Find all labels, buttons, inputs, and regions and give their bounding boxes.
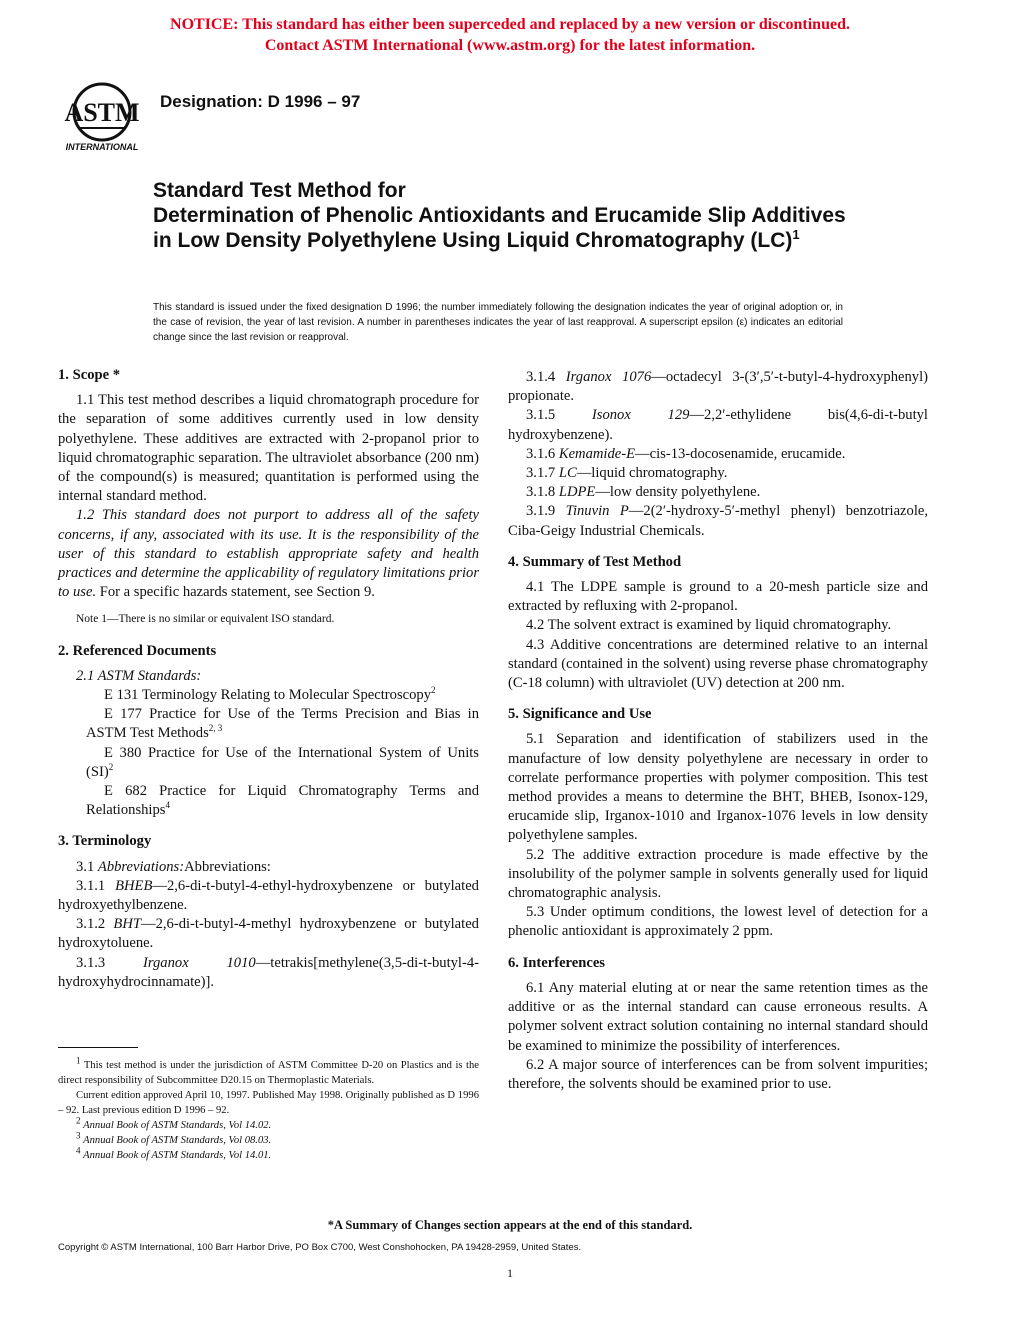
term-3-1-2 (58, 915, 479, 953)
designation: Designation: D 1996 – 97 (160, 92, 361, 111)
scope-1-2-italic: 1.2 This standard does not purport to address all of the safety concerns, if any, associated with its use. It is the responsibility of the user of this standard to establish appropriate safety and health practices and determine the applicability of regulatory limitations prior to use. (58, 507, 479, 601)
ref-e380 (58, 744, 479, 782)
term-name: Kemamide-E (558, 445, 636, 462)
svg-text:INTERNATIONAL: INTERNATIONAL (65, 142, 139, 152)
footnote-1b: Current edition approved April 10, 1997. Published May 1998. Originally published as D 1996 – 92. Last previous edition D 1996 – 92. (58, 1090, 479, 1116)
term-name: Abbreviations: (97, 858, 185, 875)
footnote-4 (58, 1145, 479, 1163)
term-name: Irganox 1010 (143, 954, 256, 971)
term-name: LC (558, 465, 577, 482)
title-line-1: Standard Test Method for (153, 179, 406, 202)
note-1: Note 1—There is no similar or equivalent ISO standard. (76, 613, 335, 626)
footnote-4-text: Annual Book of ASTM Standards, Vol 14.01. (83, 1150, 272, 1161)
copyright-line: Copyright © ASTM International, 100 Barr Harbor Drive, PO Box C700, West Conshohocken, PA 19428-2959, United States. (58, 1242, 582, 1253)
section-terminology-heading: 3. Terminology (58, 833, 152, 850)
issuance-statement: This standard is issued under the fixed designation D 1996; the number immediately following the designation indicates the year of original adoption or, in the case of revision, the year of last revision. A number in parentheses indicates the year of last reapproval. A superscript epsilon (ε) indicates an editorial change since the last revision or reapproval. (153, 302, 843, 343)
page-number: 1 (507, 1266, 513, 1280)
ref-e682-text: E 682 Practice for Liquid Chromatography Terms and Relationships (86, 783, 479, 819)
section-scope-heading: 1. Scope * (58, 367, 121, 383)
term-def: —liquid chromatography. (576, 465, 728, 482)
term-3-1-3 (58, 954, 479, 992)
term-name: BHT (113, 916, 141, 933)
significance-5-3: 5.3 Under optimum conditions, the lowest level of detection for a phenolic antioxidant is approximately 2 ppm. (508, 904, 928, 940)
term-def: —2,6-di-t-butyl-4-ethyl-hydroxybenzene or butylated hydroxyethylbenzene. (58, 877, 479, 914)
term-def: —2(2′-hydroxy-5′-methyl phenyl) benzotriazole, Ciba-Geigy Industrial Chemicals. (508, 503, 928, 539)
summary-4-1: 4.1 The LDPE sample is ground to a 20-mesh particle size and extracted by refluxing with 2-propanol. (508, 579, 928, 615)
notice-line-1: NOTICE: This standard has either been superceded and replaced by a new version or discontinued. (170, 16, 850, 33)
footnote-4-mark: 4 (76, 1145, 81, 1156)
term-3-1 (58, 858, 479, 877)
term-def: Abbreviations: (184, 858, 271, 875)
term-num: 3.1.9 (526, 503, 556, 520)
section-interferences-heading: 6. Interferences (508, 954, 605, 971)
term-num: 3.1.6 (526, 445, 556, 462)
term-3-1-8 (508, 483, 928, 502)
term-num: 3.1.1 (76, 877, 106, 894)
significance-5-2: 5.2 The additive extraction procedure is made effective by the insolubility of the polymer sample in solvents generally used for liquid chromatographic analysis. (508, 846, 928, 902)
footnote-2 (58, 1115, 479, 1133)
term-num: 3.1.7 (526, 465, 556, 482)
term-name: LDPE (558, 484, 596, 501)
interferences-6-2: 6.2 A major source of interferences can be from solvent impurities; therefore, the solvents should be examined prior to use. (508, 1056, 928, 1092)
ref-e131-sup: 2 (431, 685, 436, 696)
referenced-sub (58, 667, 479, 686)
document-title (153, 178, 853, 253)
astm-logo (58, 78, 146, 154)
ref-e380-text: E 380 Practice for Use of the International System of Units (SI) (86, 744, 479, 780)
term-3-1-6 (508, 445, 928, 464)
ref-e131 (58, 686, 479, 705)
term-def: —tetrakis[methylene(3,5-di-t-butyl-4-hydroxyhydrocinnamate)]. (58, 954, 479, 990)
footnotes (58, 1055, 479, 1163)
footnote-3-text: Annual Book of ASTM Standards, Vol 08.03. (83, 1135, 272, 1146)
referenced-sub-text: 2.1 ASTM Standards: (76, 667, 202, 684)
scope-1-2-rest: For a specific hazards statement, see Section 9. (96, 584, 375, 601)
footnote-2-mark: 2 (76, 1115, 81, 1126)
significance-5-1: 5.1 Separation and identification of stabilizers used in the manufacture of low density polyethylene are necessary in order to correlate performance properties with polymer composition. This test method provides a means to determine the BHT, BHEB, Isonox-129, erucamide slip, Irganox-1010 and Irganox-1076 levels in low density polyethylene samples. (508, 731, 928, 844)
ref-e177-text: E 177 Practice for Use of the Terms Precision and Bias in ASTM Test Methods (86, 706, 479, 742)
ref-e177-sup: 2, 3 (208, 723, 223, 734)
footnote-3-mark: 3 (76, 1130, 81, 1141)
svg-text:ASTM: ASTM (64, 98, 140, 127)
ref-e131-text: E 131 Terminology Relating to Molecular Spectroscopy (104, 687, 432, 704)
astm-logo-mark (58, 78, 146, 154)
right-column (508, 368, 928, 1094)
ref-e380-sup: 2 (108, 762, 114, 772)
term-name: Tinuvin P (565, 503, 629, 520)
term-3-1-4 (508, 368, 928, 406)
term-3-1-1 (58, 877, 479, 915)
term-num: 3.1 (76, 858, 95, 875)
ref-e177 (58, 705, 479, 743)
term-3-1-7 (508, 464, 928, 483)
term-name: Irganox 1076 (565, 369, 652, 385)
term-num: 3.1.8 (526, 484, 556, 501)
term-name: Isonox 129 (591, 407, 690, 424)
footnote-1 (58, 1055, 479, 1088)
term-def: —cis-13-docosenamide, erucamide. (635, 445, 846, 462)
footnote-1-mark: 1 (76, 1055, 81, 1066)
title-footnote-mark: 1 (792, 227, 800, 242)
section-significance-heading: 5. Significance and Use (508, 706, 652, 723)
left-column (58, 366, 479, 992)
summary-4-2: 4.2 The solvent extract is examined by liquid chromatography. (526, 617, 892, 634)
term-name: BHEB (115, 877, 153, 894)
footnote-2-text: Annual Book of ASTM Standards, Vol 14.02. (83, 1120, 272, 1131)
title-main: Determination of Phenolic Antioxidants and Erucamide Slip Additives in Low Density Polyethylene Using Liquid Chromatography (LC) (153, 204, 846, 252)
footnote-3 (58, 1130, 479, 1148)
interferences-6-1: 6.1 Any material eluting at or near the same retention times as the additive or as the internal standard can cause erroneous results. A polymer solvent extract solution containing no internal standard should be examined to minimize the possibility of interferences. (508, 979, 928, 1054)
term-def: —low density polyethylene. (595, 484, 761, 501)
section-summary-heading: 4. Summary of Test Method (508, 553, 682, 570)
term-def: —2,2′-ethylidene bis(4,6-di-t-butyl hydroxybenzene). (508, 407, 928, 443)
scope-1-1: 1.1 This test method describes a liquid chromatograph procedure for the separation of some additives currently used in low density polyethylene. These additives are extracted with 2-propanol prior to liquid chromatographic separation. The ultraviolet absorbance (200 nm) of the compound(s) is measured; quantitation is performed using the internal standard method. (58, 392, 479, 505)
term-def: —2,6-di-t-butyl-4-methyl hydroxybenzene or butylated hydroxytoluene. (58, 916, 479, 952)
notice-line-2: Contact ASTM International (www.astm.org) for the latest information. (264, 37, 756, 54)
ref-e682 (58, 782, 479, 820)
summary-4-3: 4.3 Additive concentrations are determined relative to an internal standard (contained in the solvent) using reverse phase chromatography (C-18 column) with ultraviolet (UV) detection at 200 nm. (508, 636, 928, 692)
supersede-notice (0, 14, 1020, 56)
term-num: 3.1.4 (526, 369, 556, 385)
scope-1-2 (58, 506, 479, 602)
term-num: 3.1.5 (526, 407, 556, 424)
ref-e682-sup: 4 (165, 800, 170, 811)
footnote-1-text: This test method is under the jurisdiction of ASTM Committee D-20 on Plastics and is the direct responsibility of Subcommittee D20.15 on Thermoplastic Materials. (58, 1060, 479, 1086)
summary-of-changes-note: *A Summary of Changes section appears at the end of this standard. (327, 1218, 693, 1232)
term-num: 3.1.3 (76, 954, 106, 971)
term-num: 3.1.2 (76, 916, 106, 933)
term-def: —octadecyl 3-(3′,5′-t-butyl-4-hydroxyphenyl) propionate. (508, 369, 929, 405)
term-3-1-9 (508, 502, 928, 540)
section-referenced-heading: 2. Referenced Documents (58, 642, 217, 659)
term-3-1-5 (508, 406, 928, 444)
footnote-rule (58, 1047, 138, 1048)
